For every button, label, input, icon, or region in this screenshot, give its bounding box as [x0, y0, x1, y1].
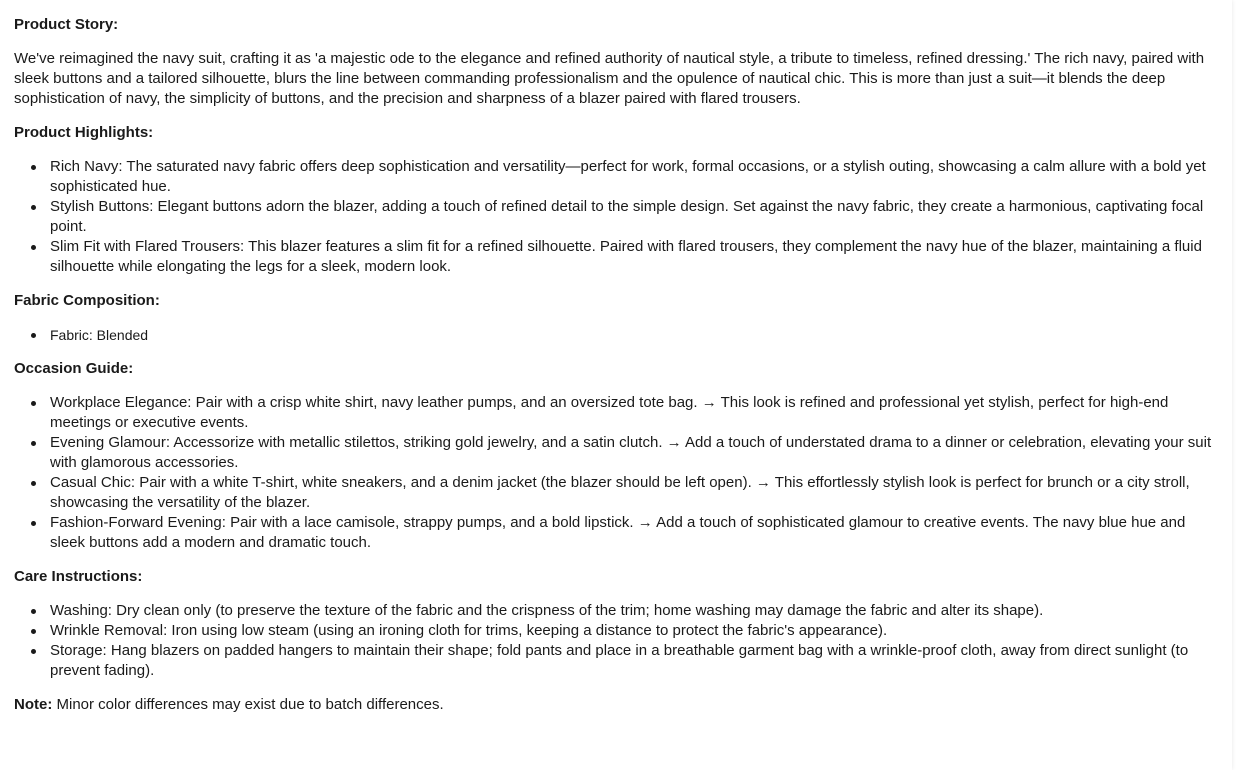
list-item-text: Wrinkle Removal: Iron using low steam (using an ironing cloth for trims, keeping a distance to protect the fabric's appearance).: [50, 622, 888, 639]
list-item-text: Casual Chic: Pair with a white T-shirt, white sneakers, and a denim jacket (the blazer should be left open). → This effortlessly stylish look is perfect for brunch or a city stroll, showcasing the versatility of the blazer.: [50, 474, 1190, 511]
product-highlights-list: [14, 157, 1222, 277]
bullet-icon: [31, 401, 36, 406]
list-item-text: Slim Fit with Flared Trousers: This blazer features a slim fit for a refined silhouette. Paired with flared trousers, they complement the navy hue of the blazer, maintaining a fluid silhouette while elongating the legs for a sleek, modern look.: [50, 238, 1202, 275]
note: [14, 695, 1222, 715]
list-item-text: Storage: Hang blazers on padded hangers to maintain their shape; fold pants and place in a breathable garment bag with a wrinkle-proof cloth, away from direct sunlight (to prevent fading).: [50, 642, 1189, 679]
bullet-icon: [31, 333, 36, 338]
bullet-icon: [31, 205, 36, 210]
list-item: [50, 473, 1222, 513]
list-item: [50, 393, 1222, 433]
list-item-text: Rich Navy: The saturated navy fabric offers deep sophistication and versatility—perfect for work, formal occasions, or a stylish outing, showcasing a calm allure with a bold yet sophisticated hue.: [50, 158, 1206, 195]
list-item-text: Workplace Elegance: Pair with a crisp white shirt, navy leather pumps, and an oversized tote bag. → This look is refined and professional yet stylish, perfect for high-end meetings or executive events.: [50, 394, 1169, 431]
bullet-icon: [31, 629, 36, 634]
bullet-icon: [31, 609, 36, 614]
list-item-text: Stylish Buttons: Elegant buttons adorn the blazer, adding a touch of refined detail to the simple design. Set against the navy fabric, they create a harmonious, captivating focal point.: [50, 198, 1204, 235]
list-item: [50, 197, 1222, 237]
occasion-guide-heading: Occasion Guide:: [14, 360, 134, 377]
list-item: [50, 157, 1222, 197]
list-item: [50, 325, 1222, 345]
list-item-text: Fashion-Forward Evening: Pair with a lace camisole, strappy pumps, and a bold lipstick. → Add a touch of sophisticated glamour to creative events. The navy blue hue and sleek buttons add a modern and dramatic touch.: [50, 514, 1186, 551]
bullet-icon: [31, 441, 36, 446]
product-story-heading: Product Story:: [14, 16, 119, 33]
care-instructions-list: [14, 601, 1222, 681]
list-item: [50, 641, 1222, 681]
list-item: [50, 433, 1222, 473]
bullet-icon: [31, 649, 36, 654]
bullet-icon: [31, 245, 36, 250]
note-label: Note:: [14, 696, 53, 713]
fabric-composition-list: [14, 325, 1222, 345]
list-item: [50, 621, 1222, 641]
list-item-text: Evening Glamour: Accessorize with metallic stilettos, striking gold jewelry, and a satin clutch. → Add a touch of understated drama to a dinner or celebration, elevating your suit with glamorous accessories.: [50, 434, 1212, 471]
bullet-icon: [31, 521, 36, 526]
bullet-icon: [31, 481, 36, 486]
product-highlights-heading: Product Highlights:: [14, 124, 154, 141]
occasion-guide-list: [14, 393, 1222, 553]
product-story-text: We've reimagined the navy suit, crafting it as 'a majestic ode to the elegance and refined authority of nautical style, a tribute to timeless, refined dressing.' The rich navy, paired with sleek buttons and a tailored silhouette, blurs the line between commanding professionalism and the opulence of nautical chic. This is more than just a suit—it blends the deep sophistication of navy, the simplicity of buttons, and the precision and sharpness of a blazer paired with flared trousers.: [14, 50, 1205, 107]
list-item: [50, 513, 1222, 553]
list-item-text: Washing: Dry clean only (to preserve the texture of the fabric and the crispness of the trim; home washing may damage the fabric and alter its shape).: [50, 602, 1044, 619]
note-text: Minor color differences may exist due to batch differences.: [52, 696, 444, 713]
product-description-content: [14, 15, 1222, 715]
fabric-composition-heading: Fabric Composition:: [14, 292, 160, 309]
bullet-icon: [31, 165, 36, 170]
list-item-text: Fabric: Blended: [50, 327, 149, 343]
care-instructions-heading: Care Instructions:: [14, 568, 143, 585]
list-item: [50, 601, 1222, 621]
list-item: [50, 237, 1222, 277]
